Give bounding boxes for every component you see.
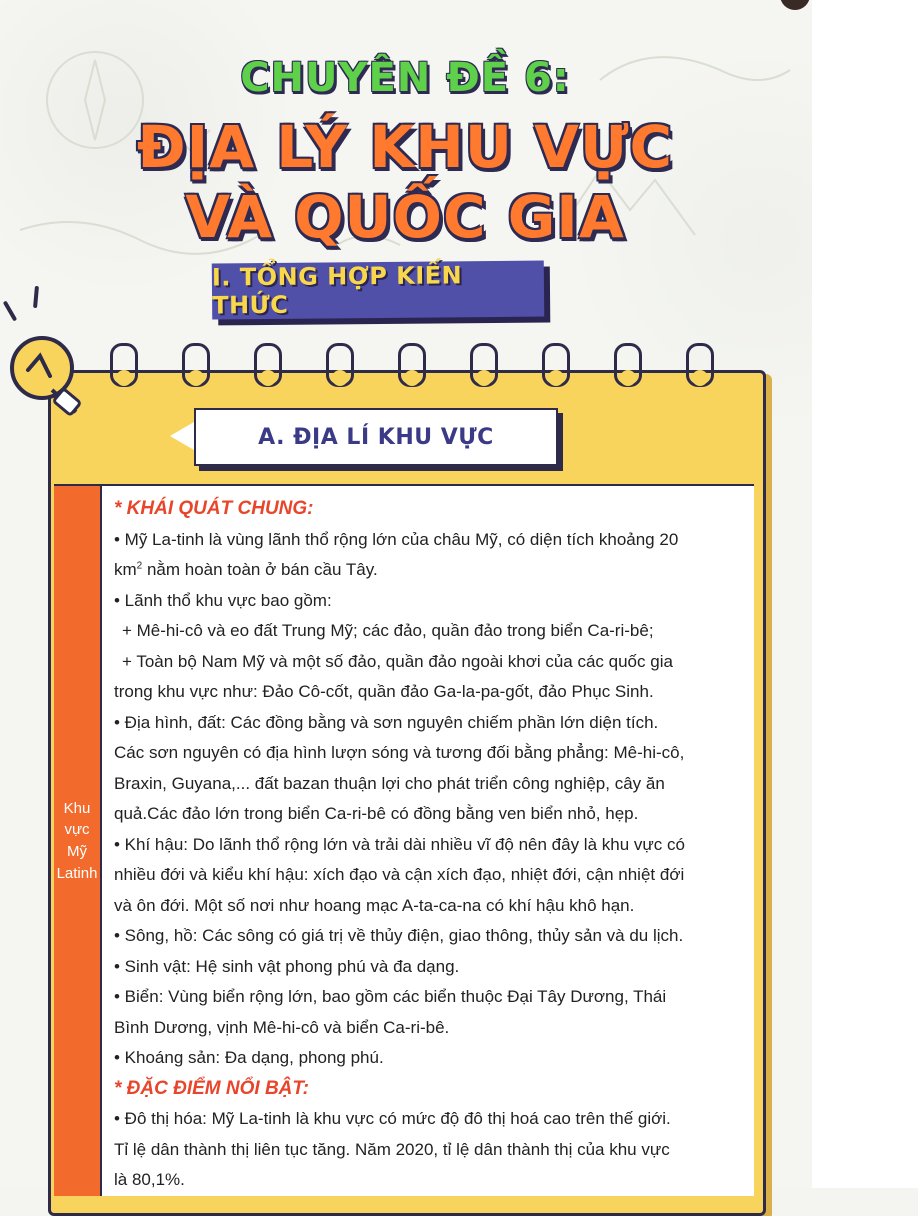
section-banner: I. TỔNG HỢP KIẾN THỨC [212,261,544,320]
paragraph-line: là 80,1%. [114,1170,185,1189]
region-label-line: Latinh [56,864,98,882]
paragraph-line: • Mỹ La-tinh là vùng lãnh thổ rộng lớn của châu Mỹ, có diện tích khoảng 20 [114,529,679,549]
chapter-title: CHUYÊN ĐỀ 6: [240,55,570,101]
content-text [102,486,754,1196]
paragraph-line: nhiều đới và kiểu khí hậu: xích đạo và cận xích đạo, nhiệt đới, cận nhiệt đới [114,865,685,884]
paragraph-line: quả.Các đảo lớn trong biển Ca-ri-bê có đồng bằng ven biển nhỏ, hẹp. [114,804,639,823]
binder-ring [326,343,354,387]
binder-ring [254,343,282,387]
paragraph-line: • Sông, hồ: Các sông có giá trị về thủy điện, giao thông, thủy sản và du lịch. [114,926,684,945]
subsection-title: A. ĐỊA LÍ KHU VỰC [194,408,558,466]
paragraph-line: + Mê-hi-cô và eo đất Trung Mỹ; các đảo, quần đảo trong biển Ca-ri-bê; [122,621,654,640]
region-label [54,798,100,885]
heading-features: * ĐẶC ĐIỂM NỔI BẬT: [114,1077,309,1099]
binder-ring [542,343,570,387]
paragraph-line: • Đô thị hóa: Mỹ La-tinh là khu vực có mức độ đô thị hoá cao trên thế giới. [114,1109,671,1128]
binder-ring [614,343,642,387]
paragraph-line: Các sơn nguyên có địa hình lượn sóng và tương đối bằng phẳng: Mê-hi-cô, [114,743,685,762]
topic-title-line-1: ĐỊA LÝ KHU VỰC [136,113,674,181]
binder-ring [182,343,210,387]
paragraph-line: • Biển: Vùng biển rộng lớn, bao gồm các biển thuộc Đại Tây Dương, Thái [114,987,667,1006]
paragraph-line: • Địa hình, đất: Các đồng bằng và sơn nguyên chiếm phần lớn diện tích. [114,712,659,732]
binder-ring [686,343,714,387]
binder-ring [110,343,138,387]
region-label-line: Khu [63,799,91,817]
paragraph-text: nằm hoàn toàn ở bán cầu Tây. [142,560,378,579]
binder-ring [398,343,426,387]
paragraph-line: • Khí hậu: Do lãnh thổ rộng lớn và trải dài nhiều vĩ độ nên đây là khu vực có [114,834,685,854]
page-margin [812,0,918,1188]
paragraph-line: Braxin, Guyana,... đất bazan thuận lợi cho phát triển công nghiệp, cây ăn [114,773,665,793]
paragraph-line: • Sinh vật: Hệ sinh vật phong phú và đa dạng. [114,956,460,976]
unit-text: km [114,560,137,579]
superscript: 2 [136,560,143,572]
lightbulb-icon [6,332,88,428]
paragraph-line: • Khoáng sản: Đa dạng, phong phú. [114,1048,384,1067]
topic-title-line-2: VÀ QUỐC GIA [185,183,625,251]
region-label-line: vực Mỹ [64,821,90,860]
region-cell [54,486,102,1196]
paragraph-line: Tỉ lệ dân thành thị liên tục tăng. Năm 2020, tỉ lệ dân thành thị của khu vực [114,1139,670,1159]
paragraph-line: trong khu vực như: Đảo Cô-cốt, quần đảo Ga-la-pa-gốt, đảo Phục Sinh. [114,682,654,701]
paragraph-line: • Lãnh thổ khu vực bao gồm: [114,590,332,610]
paragraph-line [114,555,744,586]
binder-ring [470,343,498,387]
heading-general: * KHÁI QUÁT CHUNG: [114,498,314,519]
paragraph-line: và ôn đới. Một số nơi như hoang mạc A-ta-ca-na có khí hậu khô hạn. [114,895,635,915]
paragraph-line: + Toàn bộ Nam Mỹ và một số đảo, quần đảo ngoài khơi của các quốc gia [122,651,673,671]
content-table [54,484,754,1196]
paragraph-line: Bình Dương, vịnh Mê-hi-cô và biển Ca-ri-bê. [114,1017,450,1037]
